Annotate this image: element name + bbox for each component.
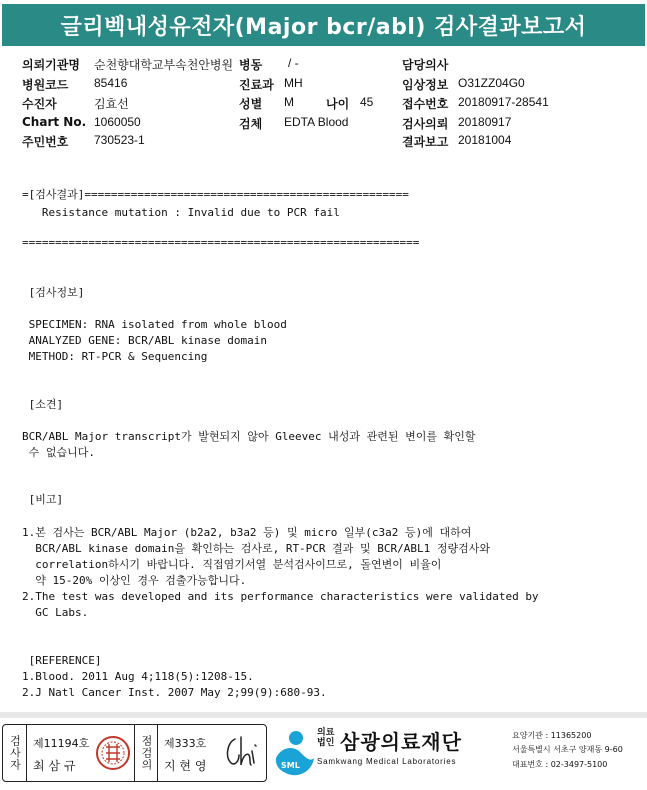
organization-name: 삼광의료재단 bbox=[340, 730, 462, 754]
result-text: Resistance mutation : Invalid due to PCR fail bbox=[22, 206, 340, 219]
chart-number-value: 1060050 bbox=[94, 115, 141, 129]
organization-logo bbox=[270, 726, 640, 784]
clinical-info-value: O31ZZ04G0 bbox=[458, 76, 525, 90]
confirmer-name: 지 현 영 bbox=[164, 759, 207, 773]
tester-label: 검사자 bbox=[3, 725, 27, 781]
age-label: 나이 bbox=[326, 97, 350, 111]
clinical-info-label: 임상정보 bbox=[402, 78, 449, 92]
signature-icon bbox=[221, 733, 263, 773]
ward-label: 병동 bbox=[239, 58, 263, 72]
report-title: 글리벡내성유전자(Major bcr/abl) 검사결과보고서 bbox=[2, 4, 645, 46]
specimen-line: SPECIMEN: RNA isolated from whole blood bbox=[22, 318, 287, 331]
remark-line: 약 15-20% 이상인 경우 검출가능합니다. bbox=[22, 574, 247, 587]
patient-name-label: 수진자 bbox=[22, 97, 57, 111]
organization-address: 서울특별시 서초구 양재동 9-60 bbox=[512, 745, 623, 754]
reference-item: 2.J Natl Cancer Inst. 2007 May 2;99(9):680-93. bbox=[22, 686, 327, 699]
confirmer-label: 점검의 bbox=[134, 725, 158, 781]
result-footer: ============================================================ bbox=[22, 236, 420, 249]
sex-value: M bbox=[284, 95, 294, 109]
resident-number-value: 730523-1 bbox=[94, 133, 145, 147]
specimen-label: 검체 bbox=[239, 117, 263, 131]
reference-header: [REFERENCE] bbox=[22, 654, 102, 667]
org-prefix-line: 의료 bbox=[317, 728, 335, 738]
remark-line: correlation하시기 바랍니다. 직접염기서열 분석검사이므로, 돌연변이 비율이 bbox=[22, 558, 442, 571]
reference-item: 1.Blood. 2011 Aug 4;118(5):1208-15. bbox=[22, 670, 254, 683]
receipt-number-label: 접수번호 bbox=[402, 97, 449, 111]
tester-seal-icon bbox=[95, 735, 131, 771]
confirmer-license: 제333호 bbox=[164, 737, 207, 750]
test-info-header: [검사정보] bbox=[22, 286, 85, 299]
remark-line: 1.본 검사는 BCR/ABL Major (b2a2, b3a2 등) 및 micro 일부(c3a2 등)에 대하여 bbox=[22, 526, 472, 539]
tester-license: 제11194호 bbox=[33, 737, 90, 750]
receipt-number-value: 20180917-28541 bbox=[458, 95, 549, 109]
report-date-value: 20181004 bbox=[458, 133, 512, 147]
sml-logo-text: SML bbox=[281, 761, 300, 770]
remark-line: GC Labs. bbox=[22, 606, 89, 619]
request-date-value: 20180917 bbox=[458, 115, 512, 129]
opinion-line: 수 없습니다. bbox=[22, 446, 95, 459]
hospital-code-label: 병원코드 bbox=[22, 78, 69, 92]
ward-value: / - bbox=[288, 56, 299, 70]
institution-number: 요양기관 : 11365200 bbox=[512, 731, 592, 740]
department-label: 진료과 bbox=[239, 78, 274, 92]
specimen-value: EDTA Blood bbox=[284, 115, 349, 129]
opinion-line: BCR/ABL Major transcript가 발현되지 않아 Gleevec 내성과 관련된 변이를 확인할 bbox=[22, 430, 476, 443]
footer-divider bbox=[0, 712, 647, 718]
age-value: 45 bbox=[360, 95, 374, 109]
org-prefix-line: 법인 bbox=[317, 738, 335, 748]
analyzed-gene-line: ANALYZED GENE: BCR/ABL kinase domain bbox=[22, 334, 268, 347]
remark-line: BCR/ABL kinase domain을 확인하는 검사로, RT-PCR 결과 및 BCR/ABL1 정량검사와 bbox=[22, 542, 491, 555]
institution-value: 순천향대학교부속천안병원 bbox=[94, 58, 234, 72]
remarks-header: [비고] bbox=[22, 493, 64, 506]
patient-name-value: 김효선 bbox=[94, 97, 129, 111]
tester-name: 최 삼 규 bbox=[33, 759, 76, 773]
department-value: MH bbox=[284, 76, 303, 90]
result-header: =[검사결과]================================================= bbox=[22, 188, 409, 201]
org-prefix bbox=[317, 728, 334, 748]
opinion-header: [소견] bbox=[22, 398, 64, 411]
organization-phone: 대표번호 : 02-3497-5100 bbox=[512, 760, 608, 769]
chart-number-label: Chart No. bbox=[22, 115, 87, 129]
organization-english-name: Samkwang Medical Laboratories bbox=[317, 757, 457, 766]
resident-number-label: 주민번호 bbox=[22, 135, 69, 149]
request-date-label: 검사의뢰 bbox=[402, 117, 449, 131]
report-footer bbox=[0, 724, 647, 786]
hospital-code-value: 85416 bbox=[94, 76, 128, 90]
signature-box bbox=[2, 724, 267, 782]
doctor-label: 담당의사 bbox=[402, 58, 449, 72]
remark-line: 2.The test was developed and its performance characteristics were validated by bbox=[22, 590, 539, 603]
report-date-label: 결과보고 bbox=[402, 135, 449, 149]
institution-label: 의뢰기관명 bbox=[22, 58, 80, 72]
sml-logo-icon bbox=[272, 728, 316, 778]
method-line: METHOD: RT-PCR & Sequencing bbox=[22, 350, 208, 363]
sex-label: 성별 bbox=[239, 97, 263, 111]
